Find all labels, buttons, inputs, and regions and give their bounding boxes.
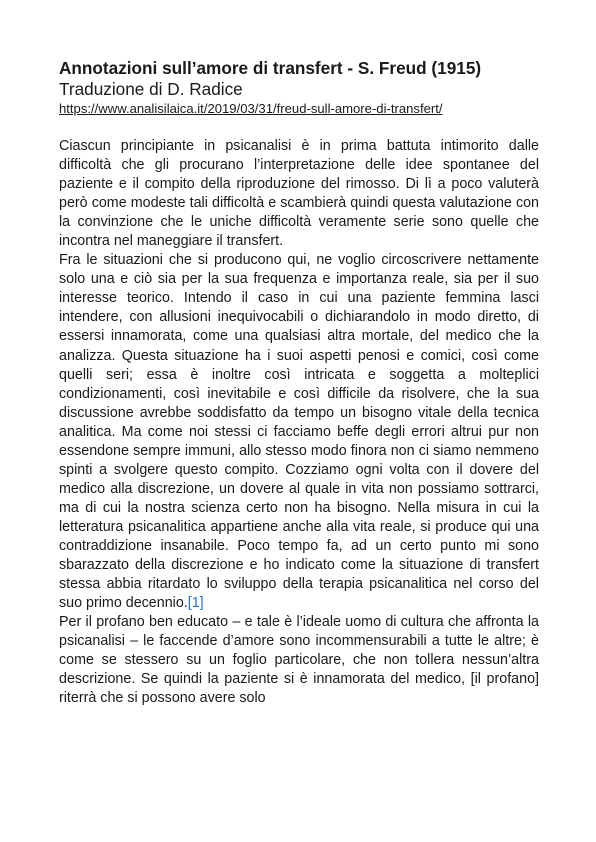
document-title: Annotazioni sull’amore di transfert - S. Freud (1915) <box>59 58 482 78</box>
document-page <box>59 58 539 708</box>
footnote-link-1[interactable]: [1] <box>187 595 204 612</box>
translator-credit: Traduzione di D. Radice <box>59 79 243 99</box>
paragraph-3: Per il profano ben educato – e tale è l’ideale uomo di cultura che affronta la psicanalisi – le faccende d’amore sono incommensurabili a tutte le altre; è come se stessero su un foglio particolare, che non tollera nessun’altra descrizione. Se quindi la paziente si è innamorata del medico, [il profano] riterrà che si possono avere solo <box>59 614 539 707</box>
paragraph-2 <box>59 251 539 613</box>
source-link[interactable]: https://www.analisilaica.it/2019/03/31/freud-sull-amore-di-transfert/ <box>59 101 443 116</box>
paragraph-2-text: Fra le situazioni che si producono qui, ne voglio circoscrivere nettamente solo una e ciò sia per la sua frequenza e importanza reale, sia per il suo interesse teorico. Intendo il caso in cui una paziente femmina lasci intendere, con allusioni inequivocabili o dichiarandolo in modo diretto, di essersi innamorata, come una qualsiasi altra mortale, del medico che la analizza. Questa situazione ha i suoi aspetti penosi e comici, così come quelli seri; essa è inoltre così intricata e soggetta a molteplici condizionamenti, così inevitabile e così difficile da risolvere, che la sua discussione avrebbe soddisfatto da tempo un bisogno vitale della tecnica analitica. Ma come noi stessi ci facciamo beffe degli errori altrui pur non essendone sempre immuni, allo stesso modo finora non ci siamo nemmeno spinti a svolgere questo compito. Cozziamo ogni volta con il dovere del medico alla discrezione, un dovere al quale in vita non possiamo sottrarci, ma di cui la nostra scienza certo non ha bisogno. Nella misura in cui la letteratura psicanalitica appartiene anche alla vita reale, si produce qui una contraddizione insanabile. Poco tempo fa, ad un certo punto mi sono sbarazzato della discrezione e ho indicato come la situazione di transfert stessa abbia ritardato lo sviluppo della terapia psicanalitica nel corso del suo primo decennio. <box>59 252 539 612</box>
document-body <box>59 137 539 708</box>
paragraph-1: Ciascun principiante in psicanalisi è in prima battuta intimorito dalle difficoltà che gli procurano l’interpretazione delle idee spontanee del paziente e il compito della riproduzione del rimosso. Di lì a poco valuterà però come modeste tali difficoltà e scambierà quindi questa valutazione con la convinzione che le uniche difficoltà veramente serie sono quelle che incontra nel maneggiare il transfert. <box>59 138 539 250</box>
